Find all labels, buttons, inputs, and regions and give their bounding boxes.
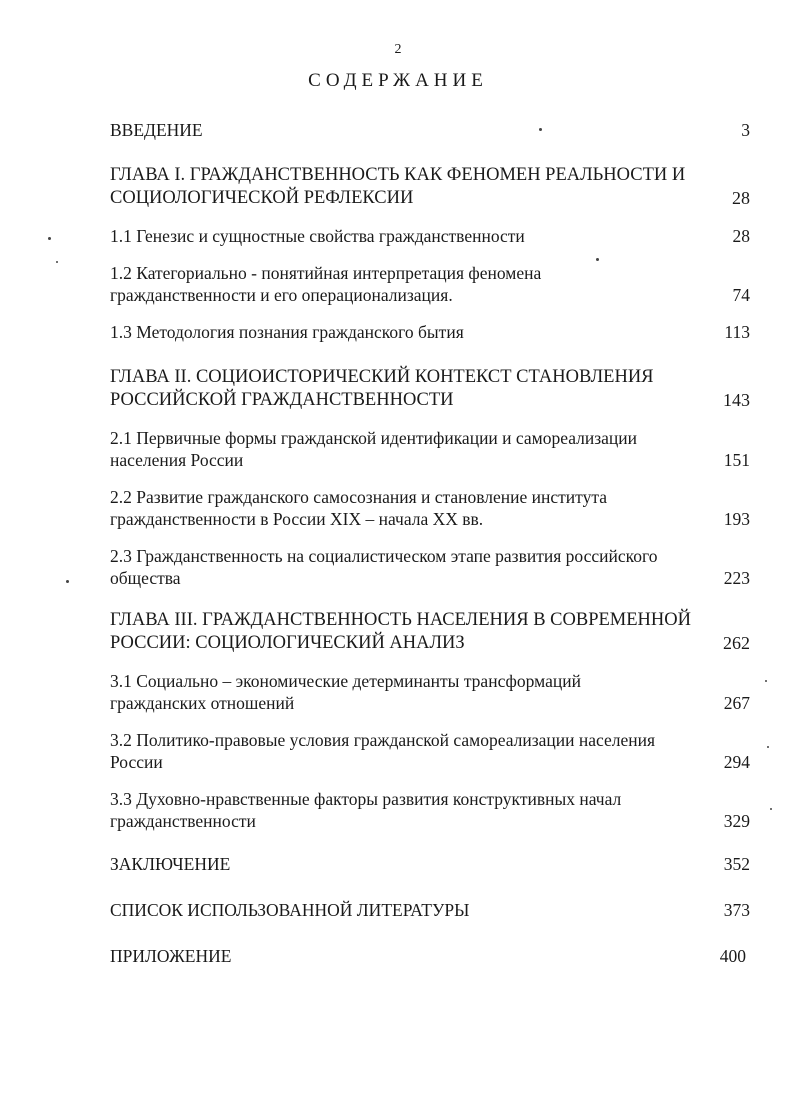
- toc-entry-page: 294: [723, 752, 750, 772]
- toc-entry-title-line: гражданских отношений: [110, 693, 295, 713]
- toc-entry-page: 262: [723, 633, 750, 653]
- toc-entry-appendix[interactable]: [110, 945, 746, 967]
- toc-entry-1-1[interactable]: [110, 225, 750, 247]
- toc-entry-title-line: России: [110, 752, 163, 772]
- toc-entry-references[interactable]: [110, 899, 750, 921]
- toc-entry-1-3[interactable]: [110, 321, 750, 343]
- toc-entry-2-2[interactable]: [110, 486, 750, 530]
- toc-entry-chapter-1[interactable]: [110, 164, 750, 210]
- scan-speck: [765, 680, 767, 682]
- toc-entry-title-line: 2.2 Развитие гражданского самосознания и становление института: [110, 487, 607, 507]
- scan-speck: [767, 746, 769, 748]
- toc-entry-page: 267: [723, 693, 750, 713]
- page-number: 2: [394, 42, 402, 57]
- toc-entry-title-line: ГЛАВА II. СОЦИОИСТОРИЧЕСКИЙ КОНТЕКСТ СТАНОВЛЕНИЯ: [110, 367, 654, 387]
- toc-entry-title-line: 2.3 Гражданственность на социалистическом этапе развития российского: [110, 546, 658, 566]
- toc-entry-title: ВВЕДЕНИЕ: [110, 120, 203, 140]
- scan-speck: [48, 237, 51, 240]
- toc-entry-page: 329: [723, 811, 750, 831]
- toc-entry-page: 28: [732, 226, 750, 246]
- toc-entry-title-line: 1.2 Категориально - понятийная интерпретация феномена: [110, 263, 542, 283]
- toc-entry-page: 373: [723, 900, 750, 920]
- toc-entry-title-line: населения России: [110, 450, 244, 470]
- toc-entry-title-line: ГЛАВА I. ГРАЖДАНСТВЕННОСТЬ КАК ФЕНОМЕН РЕАЛЬНОСТИ И: [110, 165, 686, 185]
- toc-entry-title: СПИСОК ИСПОЛЬЗОВАННОЙ ЛИТЕРАТУРЫ: [110, 900, 470, 920]
- toc-entry-page: 400: [719, 946, 746, 966]
- toc-entry-title-line: ГЛАВА III. ГРАЖДАНСТВЕННОСТЬ НАСЕЛЕНИЯ В СОВРЕМЕННОЙ: [110, 610, 691, 630]
- scan-speck: [770, 808, 772, 810]
- toc-entry-page: 113: [724, 322, 750, 342]
- toc-entry-title-line: РОССИЙСКОЙ ГРАЖДАНСТВЕННОСТИ: [110, 390, 454, 410]
- toc-entry-title-line: 2.1 Первичные формы гражданской идентификации и самореализации: [110, 428, 638, 448]
- toc-entry-3-3[interactable]: [110, 788, 750, 832]
- toc-entry-title-line: 3.3 Духовно-нравственные факторы развития конструктивных начал: [110, 789, 622, 809]
- toc-entry-title-line: гражданственности: [110, 811, 256, 831]
- toc-entry-title-line: РОССИИ: СОЦИОЛОГИЧЕСКИЙ АНАЛИЗ: [110, 633, 465, 653]
- scan-speck: [56, 261, 58, 263]
- toc-entry-title-line: гражданственности и его операционализация.: [110, 285, 453, 305]
- toc-entry-chapter-3[interactable]: [110, 609, 750, 655]
- toc-entry-title: ЗАКЛЮЧЕНИЕ: [110, 854, 231, 874]
- toc-entry-page: 143: [723, 390, 750, 410]
- toc-entry-page: 352: [723, 854, 750, 874]
- toc-entry-page: 3: [741, 120, 750, 140]
- toc-entry-page: 151: [723, 450, 750, 470]
- scan-speck: [539, 128, 542, 131]
- scan-speck: [66, 580, 69, 583]
- toc-entry-3-2[interactable]: [110, 729, 750, 773]
- toc-entry-title-line: общества: [110, 568, 181, 588]
- toc-entry-title-line: гражданственности в России XIX – начала XX вв.: [110, 509, 484, 529]
- toc-entry-conclusion[interactable]: [110, 853, 750, 875]
- toc-entry-1-2[interactable]: [110, 262, 750, 306]
- toc-entry-page: 193: [723, 509, 750, 529]
- scan-speck: [596, 258, 599, 261]
- toc-entry-title-line: 3.1 Социально – экономические детерминанты трансформаций: [110, 671, 581, 691]
- toc-entry-title-line: 3.2 Политико-правовые условия гражданской самореализации населения: [110, 730, 656, 750]
- toc-entry-page: 223: [723, 568, 750, 588]
- toc-entry-chapter-2[interactable]: [110, 366, 750, 412]
- toc-entry-2-1[interactable]: [110, 427, 750, 471]
- toc-entry-title-line: СОЦИОЛОГИЧЕСКОЙ РЕФЛЕКСИИ: [110, 188, 414, 208]
- toc-entry-page: 74: [732, 285, 750, 305]
- toc-entry-2-3[interactable]: [110, 545, 750, 589]
- toc-entry-title: 1.1 Генезис и сущностные свойства гражданственности: [110, 226, 525, 246]
- toc-entry-page: 28: [732, 188, 750, 208]
- page-title: СОДЕРЖАНИЕ: [308, 70, 488, 91]
- toc-entry-title: 1.3 Методология познания гражданского бытия: [110, 322, 464, 342]
- toc-entry-3-1[interactable]: [110, 670, 750, 714]
- toc-entry-title: ПРИЛОЖЕНИЕ: [110, 946, 232, 966]
- toc-entry-introduction[interactable]: [110, 119, 750, 141]
